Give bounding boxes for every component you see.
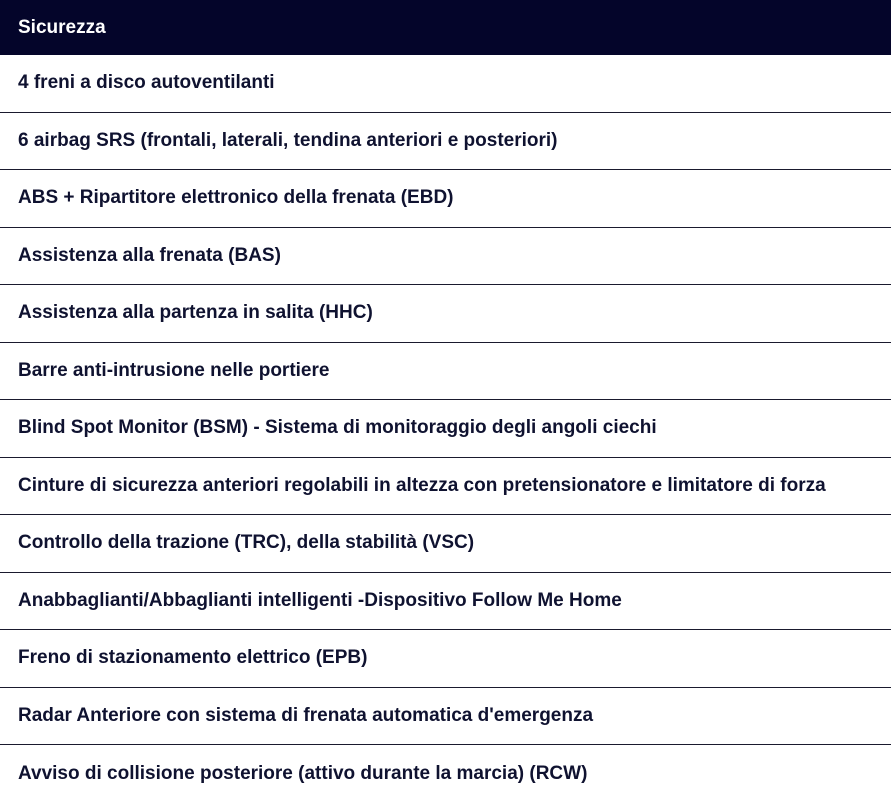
list-item — [0, 228, 891, 286]
safety-feature-list — [0, 55, 891, 794]
section-header — [0, 0, 891, 55]
feature-label: Barre anti-intrusione nelle portiere — [18, 359, 330, 381]
list-item — [0, 285, 891, 343]
feature-label: 4 freni a disco autoventilanti — [18, 72, 275, 94]
list-item — [0, 458, 891, 516]
feature-label: Controllo della trazione (TRC), della stabilità (VSC) — [18, 532, 475, 554]
list-item — [0, 515, 891, 573]
list-item — [0, 573, 891, 631]
feature-label: Radar Anteriore con sistema di frenata automatica d'emergenza — [18, 704, 594, 726]
feature-label: Blind Spot Monitor (BSM) - Sistema di monitoraggio degli angoli ciechi — [18, 417, 657, 439]
list-item — [0, 113, 891, 171]
feature-label: Assistenza alla partenza in salita (HHC) — [18, 302, 373, 324]
section-title: Sicurezza — [18, 16, 106, 38]
list-item — [0, 688, 891, 746]
feature-label: ABS + Ripartitore elettronico della frenata (EBD) — [18, 187, 454, 209]
feature-label: Avviso di collisione posteriore (attivo durante la marcia) (RCW) — [18, 762, 588, 784]
list-item — [0, 343, 891, 401]
list-item — [0, 170, 891, 228]
list-item — [0, 400, 891, 458]
feature-label: Assistenza alla frenata (BAS) — [18, 244, 281, 266]
list-item — [0, 55, 891, 113]
list-item — [0, 630, 891, 688]
feature-label: Anabbaglianti/Abbaglianti intelligenti -Dispositivo Follow Me Home — [18, 589, 622, 611]
list-item — [0, 745, 891, 794]
feature-label: Freno di stazionamento elettrico (EPB) — [18, 647, 368, 669]
feature-label: 6 airbag SRS (frontali, laterali, tendina anteriori e posteriori) — [18, 129, 558, 151]
feature-label: Cinture di sicurezza anteriori regolabili in altezza con pretensionatore e limitatore di forza — [18, 474, 826, 496]
